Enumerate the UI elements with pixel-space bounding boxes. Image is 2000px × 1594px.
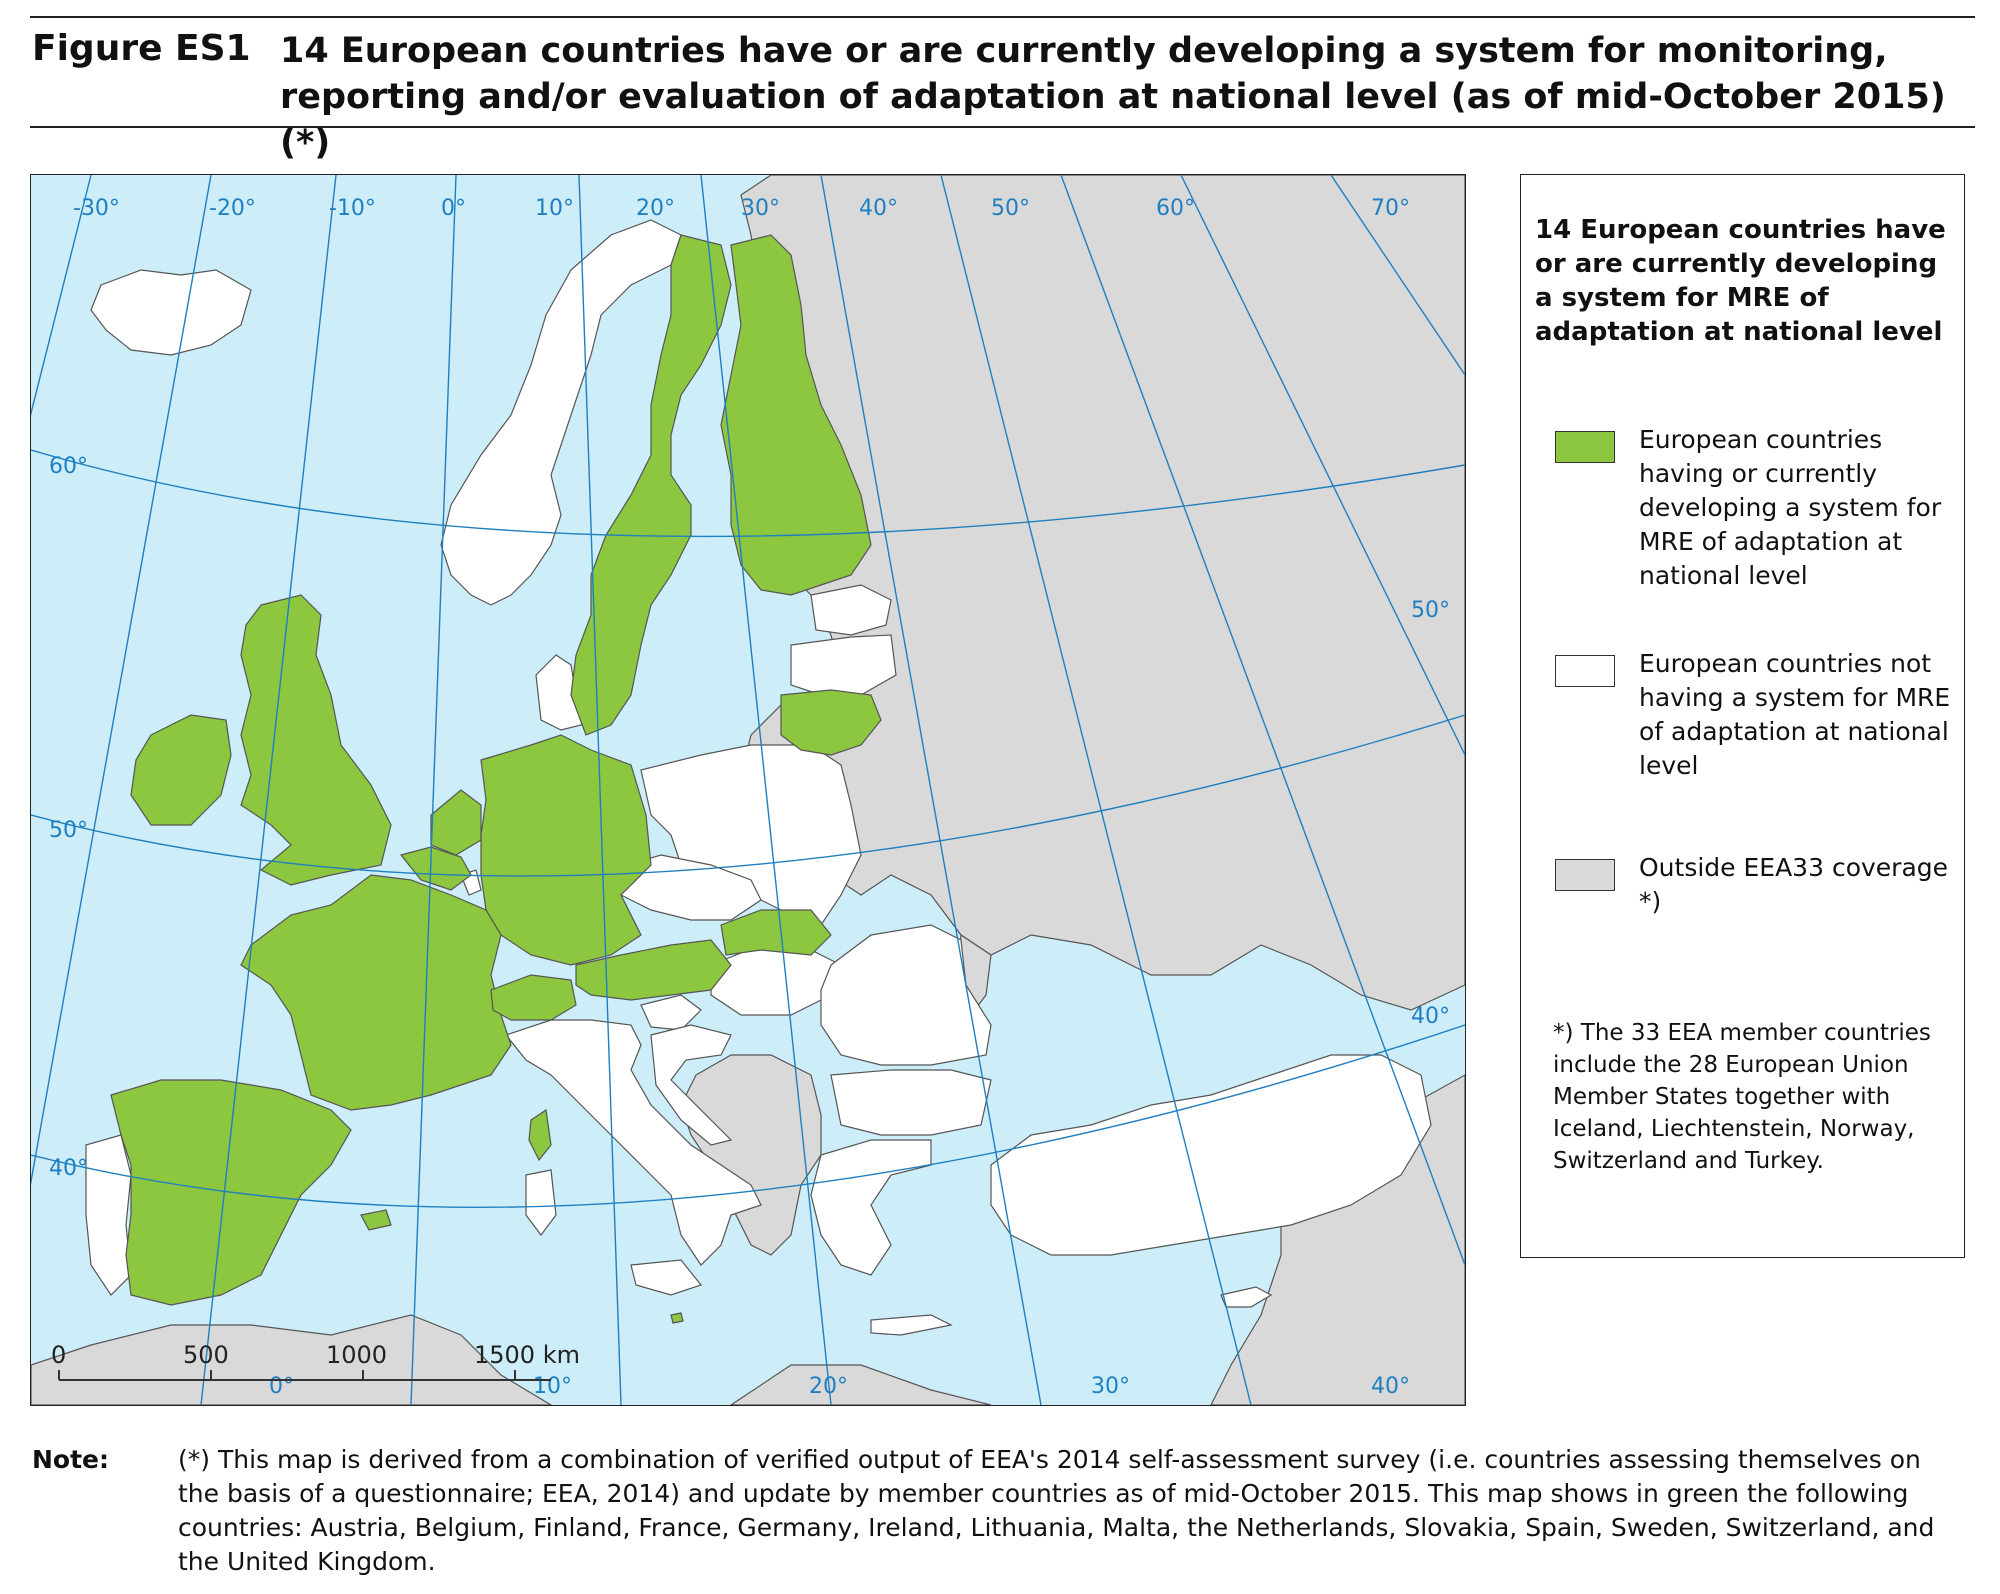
note-label: Note: [32,1445,110,1474]
label-top-3: 0° [441,196,466,221]
label-top-1: -20° [209,196,256,221]
europe-map [31,175,1465,1405]
scale-label-500: 500 [183,1341,229,1369]
land-malta [671,1313,683,1323]
legend-swatch-no-mre [1555,655,1615,687]
label-left-1: 50° [49,818,88,843]
label-bottom-4: 40° [1371,1374,1410,1399]
label-right-1: 40° [1411,1004,1450,1029]
label-top-9: 60° [1156,196,1195,221]
label-top-0: -30° [73,196,120,221]
legend-swatch-mre [1555,431,1615,463]
legend-label-no-mre: European countries not having a system for MRE of adaptation at national level [1639,649,1951,780]
figure-label: Figure ES1 [32,28,251,69]
scale-label-1000: 1000 [326,1341,388,1369]
figure-title: 14 European countries have or are currently developing a system for monitoring, reporting and/or evaluation of adaptation at national level (as of mid-October 2015) (*) [280,31,1946,163]
legend-footnote: *) The 33 EEA member countries include the 28 European Union Member States together with Iceland, Liechtenstein, Norway, Switzerland and Turkey. [1553,1020,1931,1174]
land-germany [481,735,651,965]
label-bottom-3: 30° [1091,1374,1130,1399]
scale-label-0: 0 [51,1341,67,1369]
label-top-5: 20° [636,196,675,221]
label-right-0: 50° [1411,598,1450,623]
map-frame [30,174,1466,1406]
label-top-8: 50° [991,196,1030,221]
label-top-6: 30° [741,196,780,221]
label-bottom-2: 20° [809,1374,848,1399]
label-top-7: 40° [859,196,898,221]
legend [1520,174,1965,1258]
label-left-2: 40° [49,1156,88,1181]
legend-label-mre: European countries having or currently developing a system for MRE of adaptation at national level [1639,425,1942,590]
figure-header [30,16,1975,163]
land-bulgaria [831,1070,991,1135]
note-prefix: (*) [178,1445,211,1474]
scale-label-1500: 1500 km [474,1341,580,1369]
label-bottom-0: 0° [269,1374,294,1399]
label-bottom-1: 10° [533,1374,572,1399]
note-text [178,1443,1968,1579]
label-left-0: 60° [49,454,88,479]
legend-label-outside: Outside EEA33 coverage *) [1639,853,1949,916]
legend-swatch-outside [1555,859,1615,891]
label-top-4: 10° [535,196,574,221]
legend-title: 14 European countries have or are currently developing a system for MRE of adaptation at national level [1535,215,1946,347]
label-top-10: 70° [1371,196,1410,221]
note-body: This map is derived from a combination of verified output of EEA's 2014 self-assessment survey (i.e. countries assessing themselves on the basis of a questionnaire; EEA, 2014) and update by member countries as of mid-October 2015. This map shows in green the following countries: Austria, Belgium, Finland, France, Germany, Ireland, Lithuania, Malta, the Netherlands, Slovakia, Spain, Sweden, Switzerland, and the United Kingdom. [178,1445,1935,1576]
label-top-2: -10° [329,196,376,221]
